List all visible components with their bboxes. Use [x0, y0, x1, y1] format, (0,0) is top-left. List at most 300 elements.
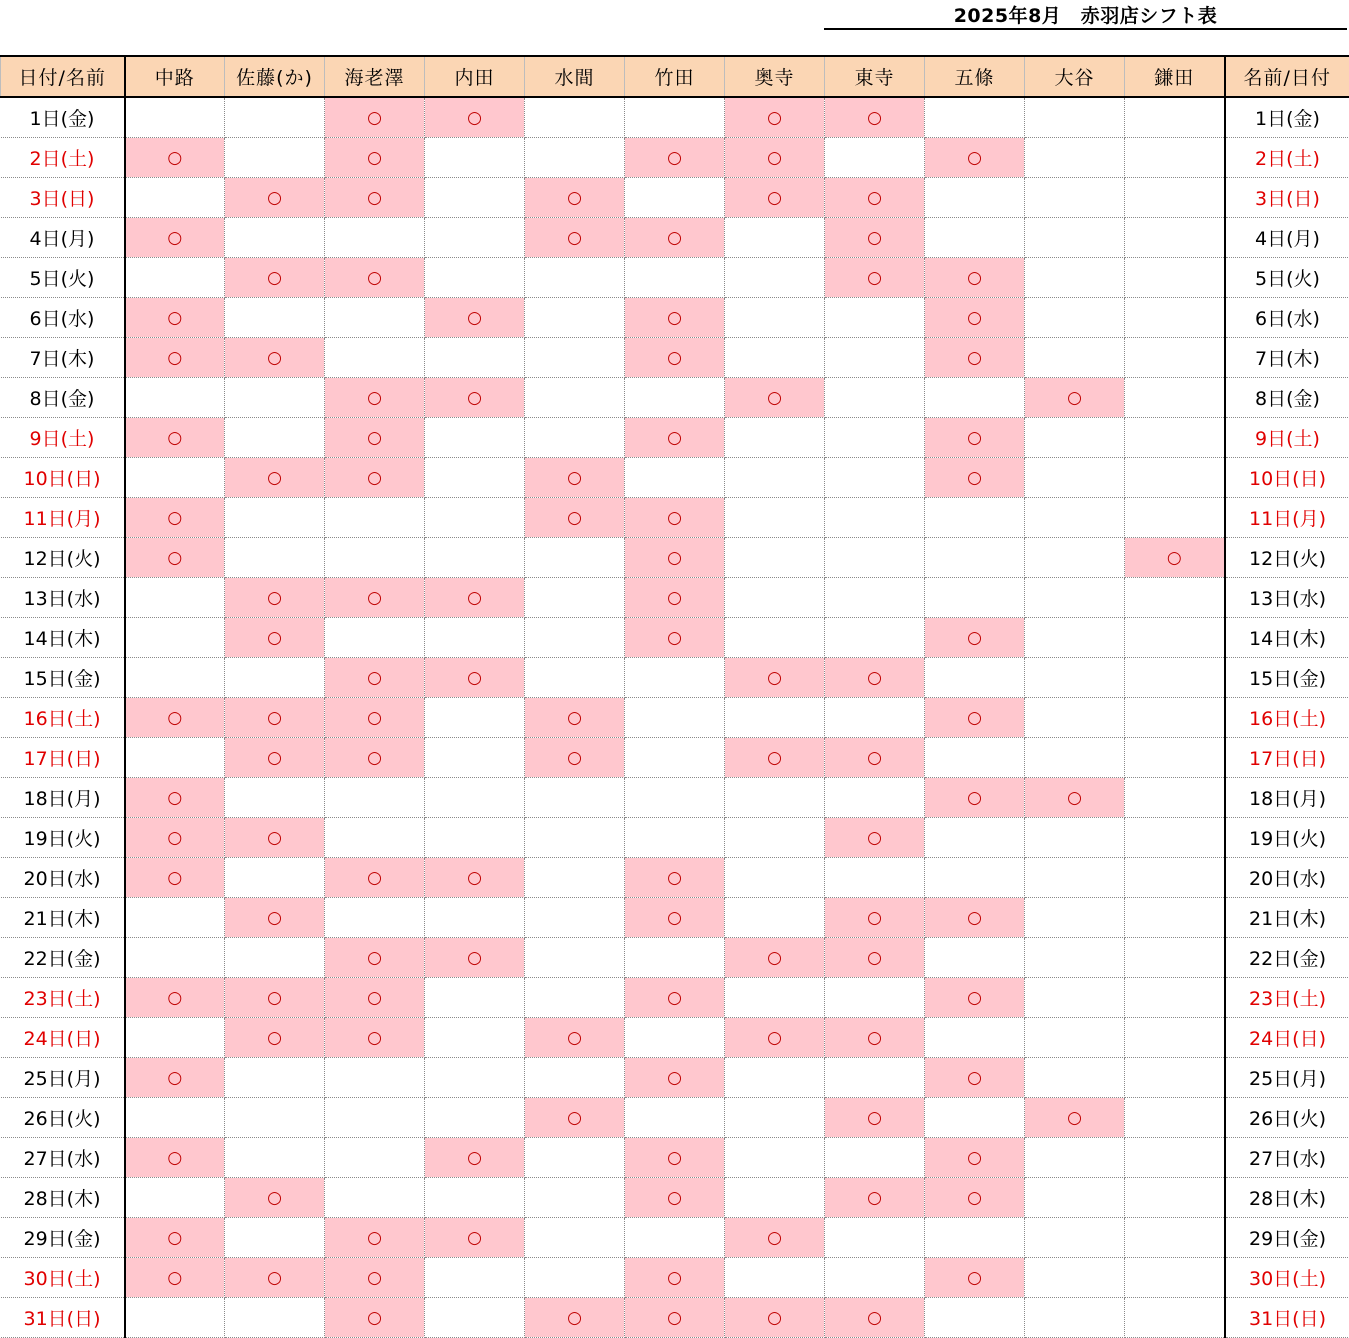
shift-cell[interactable]: [1125, 978, 1225, 1018]
shift-cell[interactable]: [625, 258, 725, 298]
shift-cell[interactable]: ○: [225, 698, 325, 738]
shift-cell[interactable]: [1025, 338, 1125, 378]
shift-cell[interactable]: [825, 538, 925, 578]
shift-cell[interactable]: ○: [225, 1258, 325, 1298]
shift-cell[interactable]: ○: [325, 938, 425, 978]
shift-cell[interactable]: [225, 858, 325, 898]
shift-cell[interactable]: ○: [325, 578, 425, 618]
shift-cell[interactable]: [825, 338, 925, 378]
shift-cell[interactable]: ○: [625, 218, 725, 258]
shift-cell[interactable]: [225, 1098, 325, 1138]
shift-cell[interactable]: [725, 618, 825, 658]
shift-cell[interactable]: ○: [825, 218, 925, 258]
shift-cell[interactable]: ○: [725, 178, 825, 218]
row-date-left[interactable]: 13日(水): [1, 578, 125, 618]
row-date-left[interactable]: 1日(金): [1, 97, 125, 138]
shift-cell[interactable]: [425, 538, 525, 578]
shift-cell[interactable]: [325, 338, 425, 378]
shift-cell[interactable]: ○: [925, 978, 1025, 1018]
row-date-left[interactable]: 10日(日): [1, 458, 125, 498]
row-date-left[interactable]: 15日(金): [1, 658, 125, 698]
shift-cell[interactable]: [225, 498, 325, 538]
shift-cell[interactable]: ○: [125, 1058, 225, 1098]
shift-cell[interactable]: [725, 218, 825, 258]
shift-cell[interactable]: [1025, 298, 1125, 338]
shift-cell[interactable]: [925, 818, 1025, 858]
shift-cell[interactable]: ○: [125, 698, 225, 738]
shift-cell[interactable]: [125, 1298, 225, 1338]
row-date-left[interactable]: 11日(月): [1, 498, 125, 538]
shift-cell[interactable]: [225, 218, 325, 258]
shift-cell[interactable]: [525, 578, 625, 618]
shift-cell[interactable]: [1025, 938, 1125, 978]
shift-cell[interactable]: [325, 538, 425, 578]
shift-cell[interactable]: [325, 618, 425, 658]
shift-cell[interactable]: [725, 978, 825, 1018]
shift-cell[interactable]: ○: [925, 1178, 1025, 1218]
shift-cell[interactable]: ○: [325, 458, 425, 498]
shift-cell[interactable]: ○: [325, 378, 425, 418]
shift-cell[interactable]: [925, 538, 1025, 578]
row-date-left[interactable]: 26日(火): [1, 1098, 125, 1138]
shift-cell[interactable]: ○: [425, 378, 525, 418]
shift-cell[interactable]: [325, 1138, 425, 1178]
shift-cell[interactable]: [625, 658, 725, 698]
shift-cell[interactable]: [1025, 1298, 1125, 1338]
row-date-right[interactable]: 31日(日): [1225, 1298, 1349, 1338]
shift-cell[interactable]: ○: [725, 938, 825, 978]
shift-cell[interactable]: ○: [125, 298, 225, 338]
shift-cell[interactable]: [825, 578, 925, 618]
shift-cell[interactable]: ○: [625, 898, 725, 938]
shift-cell[interactable]: [125, 378, 225, 418]
shift-cell[interactable]: [325, 818, 425, 858]
row-date-right[interactable]: 20日(水): [1225, 858, 1349, 898]
shift-cell[interactable]: [1025, 418, 1125, 458]
shift-cell[interactable]: [1125, 218, 1225, 258]
row-date-left[interactable]: 14日(木): [1, 618, 125, 658]
row-date-right[interactable]: 18日(月): [1225, 778, 1349, 818]
shift-cell[interactable]: [725, 538, 825, 578]
shift-cell[interactable]: [625, 378, 725, 418]
shift-cell[interactable]: [1125, 938, 1225, 978]
shift-cell[interactable]: [825, 698, 925, 738]
shift-cell[interactable]: ○: [125, 138, 225, 178]
shift-cell[interactable]: ○: [225, 178, 325, 218]
shift-cell[interactable]: ○: [925, 1258, 1025, 1298]
shift-cell[interactable]: [725, 1058, 825, 1098]
shift-cell[interactable]: ○: [325, 178, 425, 218]
shift-cell[interactable]: ○: [925, 618, 1025, 658]
shift-cell[interactable]: ○: [325, 258, 425, 298]
shift-cell[interactable]: [525, 658, 625, 698]
row-date-right[interactable]: 29日(金): [1225, 1218, 1349, 1258]
shift-cell[interactable]: [525, 1218, 625, 1258]
shift-cell[interactable]: ○: [525, 178, 625, 218]
row-date-right[interactable]: 22日(金): [1225, 938, 1349, 978]
shift-cell[interactable]: [425, 698, 525, 738]
shift-cell[interactable]: [925, 1098, 1025, 1138]
row-date-left[interactable]: 12日(火): [1, 538, 125, 578]
shift-cell[interactable]: [425, 1178, 525, 1218]
shift-cell[interactable]: [425, 618, 525, 658]
shift-cell[interactable]: ○: [325, 97, 425, 138]
shift-cell[interactable]: ○: [325, 1218, 425, 1258]
shift-cell[interactable]: [325, 298, 425, 338]
shift-cell[interactable]: [225, 938, 325, 978]
shift-cell[interactable]: [1025, 218, 1125, 258]
shift-cell[interactable]: [325, 1178, 425, 1218]
header-staff[interactable]: 中路: [125, 56, 225, 97]
shift-cell[interactable]: ○: [925, 418, 1025, 458]
shift-cell[interactable]: [1125, 97, 1225, 138]
shift-cell[interactable]: [825, 858, 925, 898]
shift-cell[interactable]: ○: [125, 978, 225, 1018]
shift-cell[interactable]: ○: [225, 338, 325, 378]
shift-cell[interactable]: [125, 1018, 225, 1058]
shift-cell[interactable]: [1025, 1258, 1125, 1298]
shift-cell[interactable]: ○: [925, 298, 1025, 338]
row-date-left[interactable]: 6日(水): [1, 298, 125, 338]
row-date-left[interactable]: 22日(金): [1, 938, 125, 978]
shift-cell[interactable]: ○: [625, 578, 725, 618]
shift-cell[interactable]: ○: [225, 978, 325, 1018]
row-date-right[interactable]: 12日(火): [1225, 538, 1349, 578]
shift-cell[interactable]: [125, 578, 225, 618]
shift-cell[interactable]: ○: [925, 778, 1025, 818]
shift-cell[interactable]: ○: [525, 218, 625, 258]
shift-cell[interactable]: [1125, 818, 1225, 858]
row-date-left[interactable]: 23日(土): [1, 978, 125, 1018]
shift-cell[interactable]: [1025, 738, 1125, 778]
header-staff[interactable]: 内田: [425, 56, 525, 97]
shift-cell[interactable]: [425, 1018, 525, 1058]
row-date-left[interactable]: 17日(日): [1, 738, 125, 778]
shift-cell[interactable]: [925, 578, 1025, 618]
shift-cell[interactable]: ○: [525, 1298, 625, 1338]
shift-cell[interactable]: ○: [725, 1218, 825, 1258]
shift-cell[interactable]: ○: [425, 1138, 525, 1178]
shift-cell[interactable]: [925, 938, 1025, 978]
shift-cell[interactable]: [125, 938, 225, 978]
shift-cell[interactable]: [625, 97, 725, 138]
shift-cell[interactable]: [925, 658, 1025, 698]
shift-cell[interactable]: [1025, 97, 1125, 138]
row-date-right[interactable]: 26日(火): [1225, 1098, 1349, 1138]
shift-cell[interactable]: [125, 178, 225, 218]
shift-cell[interactable]: [1025, 978, 1125, 1018]
shift-cell[interactable]: ○: [225, 458, 325, 498]
row-date-right[interactable]: 30日(土): [1225, 1258, 1349, 1298]
row-date-left[interactable]: 2日(土): [1, 138, 125, 178]
shift-cell[interactable]: ○: [325, 1258, 425, 1298]
shift-cell[interactable]: ○: [225, 258, 325, 298]
shift-cell[interactable]: ○: [725, 1298, 825, 1338]
shift-cell[interactable]: [1125, 738, 1225, 778]
shift-cell[interactable]: ○: [225, 1178, 325, 1218]
shift-cell[interactable]: [925, 378, 1025, 418]
row-date-left[interactable]: 18日(月): [1, 778, 125, 818]
shift-cell[interactable]: [525, 298, 625, 338]
shift-cell[interactable]: [1125, 418, 1225, 458]
shift-cell[interactable]: [1025, 138, 1125, 178]
shift-cell[interactable]: [225, 1138, 325, 1178]
shift-cell[interactable]: [625, 938, 725, 978]
shift-cell[interactable]: [525, 978, 625, 1018]
row-date-right[interactable]: 2日(土): [1225, 138, 1349, 178]
shift-cell[interactable]: [825, 1058, 925, 1098]
shift-cell[interactable]: ○: [125, 858, 225, 898]
shift-cell[interactable]: [625, 818, 725, 858]
shift-cell[interactable]: ○: [925, 1138, 1025, 1178]
shift-cell[interactable]: ○: [425, 858, 525, 898]
shift-cell[interactable]: ○: [325, 138, 425, 178]
shift-cell[interactable]: [325, 778, 425, 818]
shift-cell[interactable]: [1125, 778, 1225, 818]
row-date-left[interactable]: 25日(月): [1, 1058, 125, 1098]
header-date-left[interactable]: 日付/名前: [1, 56, 125, 97]
shift-cell[interactable]: [425, 778, 525, 818]
shift-cell[interactable]: [325, 1098, 425, 1138]
shift-cell[interactable]: [1125, 338, 1225, 378]
shift-cell[interactable]: [1125, 898, 1225, 938]
shift-cell[interactable]: ○: [825, 97, 925, 138]
shift-cell[interactable]: ○: [825, 818, 925, 858]
row-date-right[interactable]: 7日(木): [1225, 338, 1349, 378]
row-date-left[interactable]: 16日(土): [1, 698, 125, 738]
shift-cell[interactable]: ○: [925, 1058, 1025, 1098]
row-date-left[interactable]: 3日(日): [1, 178, 125, 218]
shift-cell[interactable]: ○: [925, 338, 1025, 378]
shift-cell[interactable]: ○: [525, 698, 625, 738]
shift-cell[interactable]: [425, 498, 525, 538]
shift-cell[interactable]: [1025, 458, 1125, 498]
shift-cell[interactable]: ○: [325, 738, 425, 778]
shift-cell[interactable]: ○: [425, 298, 525, 338]
shift-cell[interactable]: ○: [725, 378, 825, 418]
shift-cell[interactable]: [1125, 698, 1225, 738]
shift-cell[interactable]: [225, 778, 325, 818]
row-date-left[interactable]: 29日(金): [1, 1218, 125, 1258]
shift-cell[interactable]: ○: [925, 898, 1025, 938]
shift-cell[interactable]: [1125, 1058, 1225, 1098]
shift-cell[interactable]: [1125, 1138, 1225, 1178]
shift-cell[interactable]: [1025, 858, 1125, 898]
shift-cell[interactable]: ○: [625, 1298, 725, 1338]
shift-cell[interactable]: [225, 1218, 325, 1258]
shift-cell[interactable]: [525, 97, 625, 138]
shift-cell[interactable]: [125, 1098, 225, 1138]
shift-cell[interactable]: ○: [625, 338, 725, 378]
shift-cell[interactable]: [525, 898, 625, 938]
shift-cell[interactable]: [1025, 578, 1125, 618]
shift-cell[interactable]: ○: [125, 1258, 225, 1298]
shift-cell[interactable]: ○: [425, 658, 525, 698]
shift-cell[interactable]: [825, 298, 925, 338]
shift-cell[interactable]: [925, 738, 1025, 778]
header-staff[interactable]: 竹田: [625, 56, 725, 97]
shift-cell[interactable]: ○: [525, 1098, 625, 1138]
shift-cell[interactable]: [725, 858, 825, 898]
shift-cell[interactable]: [225, 1298, 325, 1338]
shift-cell[interactable]: [1125, 378, 1225, 418]
shift-cell[interactable]: [425, 978, 525, 1018]
shift-cell[interactable]: ○: [825, 1098, 925, 1138]
shift-cell[interactable]: [725, 818, 825, 858]
shift-cell[interactable]: [825, 418, 925, 458]
shift-cell[interactable]: ○: [825, 258, 925, 298]
shift-cell[interactable]: ○: [325, 1018, 425, 1058]
shift-cell[interactable]: ○: [925, 458, 1025, 498]
shift-cell[interactable]: ○: [625, 858, 725, 898]
shift-cell[interactable]: [425, 138, 525, 178]
shift-cell[interactable]: [1025, 498, 1125, 538]
shift-cell[interactable]: [1125, 258, 1225, 298]
row-date-right[interactable]: 21日(木): [1225, 898, 1349, 938]
shift-cell[interactable]: ○: [325, 858, 425, 898]
shift-cell[interactable]: [625, 178, 725, 218]
shift-cell[interactable]: ○: [425, 938, 525, 978]
shift-cell[interactable]: [525, 618, 625, 658]
shift-cell[interactable]: [425, 458, 525, 498]
shift-cell[interactable]: ○: [125, 818, 225, 858]
shift-cell[interactable]: ○: [625, 1138, 725, 1178]
row-date-right[interactable]: 14日(木): [1225, 618, 1349, 658]
shift-cell[interactable]: [925, 498, 1025, 538]
row-date-left[interactable]: 27日(水): [1, 1138, 125, 1178]
shift-cell[interactable]: [425, 818, 525, 858]
shift-cell[interactable]: [525, 858, 625, 898]
shift-cell[interactable]: [525, 1178, 625, 1218]
shift-cell[interactable]: ○: [225, 578, 325, 618]
row-date-left[interactable]: 28日(木): [1, 1178, 125, 1218]
row-date-right[interactable]: 25日(月): [1225, 1058, 1349, 1098]
shift-cell[interactable]: [125, 618, 225, 658]
header-staff[interactable]: 奥寺: [725, 56, 825, 97]
shift-cell[interactable]: [525, 1258, 625, 1298]
shift-cell[interactable]: ○: [225, 618, 325, 658]
shift-cell[interactable]: [125, 658, 225, 698]
shift-cell[interactable]: [1125, 1298, 1225, 1338]
shift-cell[interactable]: ○: [625, 498, 725, 538]
shift-cell[interactable]: [925, 178, 1025, 218]
shift-cell[interactable]: [425, 1298, 525, 1338]
shift-cell[interactable]: [725, 498, 825, 538]
row-date-left[interactable]: 19日(火): [1, 818, 125, 858]
shift-cell[interactable]: [925, 858, 1025, 898]
shift-cell[interactable]: [825, 498, 925, 538]
row-date-left[interactable]: 9日(土): [1, 418, 125, 458]
header-staff[interactable]: 海老澤: [325, 56, 425, 97]
shift-cell[interactable]: [325, 498, 425, 538]
row-date-right[interactable]: 4日(月): [1225, 218, 1349, 258]
shift-cell[interactable]: [725, 1178, 825, 1218]
shift-cell[interactable]: ○: [325, 698, 425, 738]
shift-cell[interactable]: ○: [225, 898, 325, 938]
shift-cell[interactable]: [825, 378, 925, 418]
shift-cell[interactable]: ○: [425, 578, 525, 618]
shift-cell[interactable]: ○: [525, 458, 625, 498]
row-date-left[interactable]: 21日(木): [1, 898, 125, 938]
shift-cell[interactable]: ○: [125, 538, 225, 578]
shift-cell[interactable]: [725, 418, 825, 458]
shift-cell[interactable]: [1125, 138, 1225, 178]
shift-cell[interactable]: [125, 258, 225, 298]
shift-cell[interactable]: [225, 1058, 325, 1098]
shift-cell[interactable]: ○: [625, 538, 725, 578]
shift-cell[interactable]: [225, 378, 325, 418]
shift-cell[interactable]: [1025, 1138, 1125, 1178]
shift-cell[interactable]: ○: [325, 658, 425, 698]
shift-cell[interactable]: [1025, 258, 1125, 298]
shift-cell[interactable]: ○: [625, 1178, 725, 1218]
shift-cell[interactable]: ○: [425, 97, 525, 138]
shift-cell[interactable]: ○: [425, 1218, 525, 1258]
shift-cell[interactable]: [125, 898, 225, 938]
shift-cell[interactable]: [1125, 858, 1225, 898]
shift-cell[interactable]: [925, 1018, 1025, 1058]
shift-cell[interactable]: [425, 338, 525, 378]
row-date-right[interactable]: 11日(月): [1225, 498, 1349, 538]
shift-cell[interactable]: [725, 698, 825, 738]
shift-cell[interactable]: ○: [225, 1018, 325, 1058]
shift-cell[interactable]: [425, 258, 525, 298]
shift-cell[interactable]: [1125, 458, 1225, 498]
shift-cell[interactable]: [1125, 1098, 1225, 1138]
shift-cell[interactable]: ○: [325, 418, 425, 458]
shift-cell[interactable]: [725, 458, 825, 498]
shift-cell[interactable]: ○: [725, 658, 825, 698]
row-date-right[interactable]: 9日(土): [1225, 418, 1349, 458]
shift-cell[interactable]: ○: [925, 138, 1025, 178]
shift-cell[interactable]: ○: [1125, 538, 1225, 578]
shift-cell[interactable]: [725, 338, 825, 378]
shift-cell[interactable]: [525, 138, 625, 178]
header-staff[interactable]: 水間: [525, 56, 625, 97]
shift-cell[interactable]: [725, 1098, 825, 1138]
shift-cell[interactable]: [125, 738, 225, 778]
shift-cell[interactable]: [725, 1258, 825, 1298]
shift-cell[interactable]: [525, 538, 625, 578]
shift-cell[interactable]: ○: [625, 1058, 725, 1098]
row-date-right[interactable]: 17日(日): [1225, 738, 1349, 778]
shift-cell[interactable]: [225, 538, 325, 578]
shift-cell[interactable]: ○: [1025, 378, 1125, 418]
row-date-left[interactable]: 5日(火): [1, 258, 125, 298]
shift-cell[interactable]: [625, 698, 725, 738]
shift-cell[interactable]: [1125, 298, 1225, 338]
shift-cell[interactable]: [925, 1218, 1025, 1258]
shift-cell[interactable]: [625, 778, 725, 818]
shift-cell[interactable]: [1025, 178, 1125, 218]
shift-cell[interactable]: [1125, 1218, 1225, 1258]
header-staff[interactable]: 五條: [925, 56, 1025, 97]
shift-cell[interactable]: [725, 258, 825, 298]
shift-cell[interactable]: ○: [825, 1298, 925, 1338]
shift-cell[interactable]: [525, 258, 625, 298]
shift-cell[interactable]: [325, 898, 425, 938]
shift-cell[interactable]: [225, 658, 325, 698]
shift-cell[interactable]: ○: [125, 418, 225, 458]
shift-cell[interactable]: [1125, 1178, 1225, 1218]
shift-cell[interactable]: [625, 1018, 725, 1058]
row-date-right[interactable]: 27日(水): [1225, 1138, 1349, 1178]
row-date-left[interactable]: 20日(水): [1, 858, 125, 898]
shift-cell[interactable]: ○: [325, 978, 425, 1018]
shift-cell[interactable]: [1025, 1018, 1125, 1058]
shift-cell[interactable]: ○: [725, 738, 825, 778]
shift-cell[interactable]: ○: [125, 1218, 225, 1258]
